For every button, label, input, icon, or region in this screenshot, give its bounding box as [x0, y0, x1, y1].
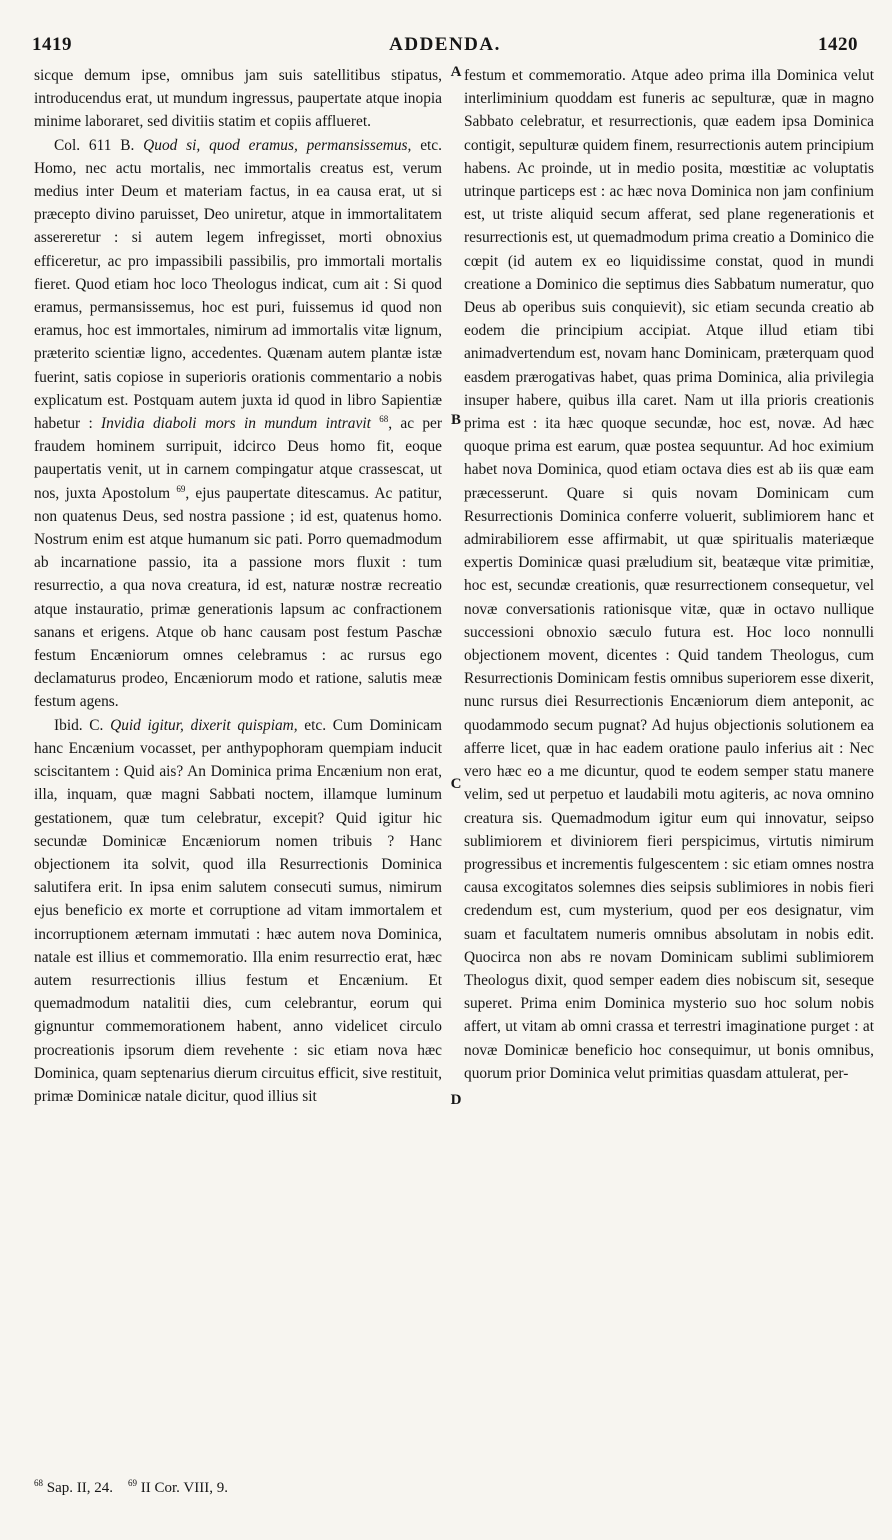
right-paragraph-1: festum et commemoratio. Atque adeo prima illa Dominica velut interliminium quoddam est funeris ac sepulturæ, quæ in magno Sabbato celebratur, et resurrectionis, quæ eadem ipsa Dominica contigit, sepulturæ quidem finem, resurrectionis autem principium habens. Ac proinde, ut in medio posita, mœstitiæ ac voluptatis utrinque particeps est : ac hæc nova Dominica non jam confinium est, ut triste aliquid secum afferat, sed plane regenerationis et resurrectionis est, ut quemadmodum prima creatio a Dominico die cœpit (id autem ex eo liquidissime constat, quod in mundi creatione a Dominico die septimus dies Sabbatum numeratur, quo Deus ab operibus suis conquievit), sic etiam secunda creatio ab eodem die principium accipiat. Atque illud etiam tibi animadvertendum est, novam hanc Dominicam, præterquam quod easdem prærogativas habet, quas prima Dominica, alia privilegia insuper habere, quibus illa caret. Nam ut illa prioris creationis prima est : ita hæc quoque secundæ, hoc est, novæ. Ad hæc quoque prima est earum, quæ postea sequuntur. Ad hoc eximium habet nova Dominica, quod etiam octava dies est ab iis quæ eam præcesserunt. Quare si quis novam Dominicam cum Resurrectionis Dominica conferre voluerit, sublimiorem hanc et admirabiliorem esse affirmabit, ut quæ spiritualis materiæque expertis Dominicæ quasi præludium sit, beatæque vitæ primitiæ, hoc est, secundæ creationis, quæ resurrectionem consequetur, vel novæ conversationis rationisque vitæ, quæ in octavo nullique successioni obnoxio sæculo futura est. Hoc loco nonnulli objectionem movent, dicentes : Quid tandem Theologus, cum Resurrectionis Dominicam festis omnibus superiorem esse dixerit, nunc rursus diei Resurrectionis Encæniorum diem anteponit, ac quodammodo secum pugnat? Ad hujus objectionis solutionem ea afferre licet, quæ in hac eadem oratione paulo inferius ait : Nec vero hæc eo a me dicuntur, quod te eodem semper statu manere velim, sed ut perpetuo et laudabili motu agiteris, ac nova omnino creatura sis. Quemadmodum igitur eum qui innovatur, seipso sublimiorem et diviniorem fieri perspicimus, virtutis nimirum progressibus et incrementis fulgescentem : sic etiam omnes nostra causa excogitatos solemnes dies seipsis sublimiores in nobis fieri credendum est, cum mysterium, quod per eos designatur, vim suam et facultatem numeris omnibus absolutam in nobis edit. Quocirca non abs re novam Dominicam sublimi sublimiorem Theologus dixit, quod semper eadem dies nobiscum sit, seseque superet. Prima enim Dominica mysterio suo hoc solum nobis affert, ut vitam ab omni crassa et terrestri imaginatione purget : at novæ Dominicæ beneficio hoc consequimur, ut bonis omnibus, quorum prior Dominica velut primitias quasdam attulerat, per- — [464, 67, 874, 1082]
running-title: ADDENDA. — [389, 34, 501, 55]
margin-marker-a: A — [450, 64, 462, 80]
margin-marker-b: B — [450, 412, 461, 428]
footnote-mark-68[interactable]: 68 — [379, 413, 389, 424]
page-number-right: 1420 — [818, 34, 858, 55]
scripture-quote: Invidia diaboli mors in mundum intravit — [101, 415, 371, 433]
commentary-text-2: , ac per fraudem hominem surripuit, idcirco Deus homo fit, eoque paupertatis venit, ut in carnem compingatur atque crassescat, ut nos, juxta Apostolum — [34, 415, 442, 502]
commentary-text-3: , ejus paupertate ditescamus. Ac patitur, non quatenus Deus, sed nostra passione ; id est, quatenus homo. Nostrum enim est atque humanum sic pati. Porro quemadmodum ab incarnatione passio, ita a passione mors fluxit : tum resurrectio, a qua nova creatura, id est, naturæ nostræ recreatio atque instauratio, primæ generationis lapsum ac confractionem sanans et erigens. Atque ob hanc causam post festum Paschæ festum Encæniorum omnes celebramus : ac rursus ego declamaturus prodeo, Encæniorum modo et ratione, salutis meæ festum agens. — [34, 484, 442, 711]
footnote-mark-69[interactable]: 69 — [176, 483, 186, 494]
reference-ibid-c: Ibid. C. — [54, 716, 104, 734]
page-number-left: 1419 — [32, 34, 72, 55]
margin-marker-d: D — [450, 1092, 462, 1108]
footnote-68-mark: 68 — [34, 1478, 43, 1488]
footnote-69-text: II Cor. VIII, 9. — [140, 1480, 228, 1496]
left-paragraph-3 — [34, 714, 442, 1108]
lemma-quote-2: Quid igitur, dixerit quispiam, — [110, 716, 298, 734]
reference-col-611: Col. 611 B. — [54, 136, 135, 154]
left-paragraph-1: sicque demum ipse, omnibus jam suis satellitibus stipatus, introducendus erat, ut mundum ingressus, paupertate atque inopia minime laboraret, sed divitiis statim et copiis afflueret. — [34, 67, 442, 131]
right-column — [464, 64, 874, 1085]
running-header — [32, 34, 858, 60]
footnotes — [34, 1478, 434, 1498]
left-paragraph-2 — [34, 134, 442, 714]
footnote-68-text: Sap. II, 24. — [46, 1480, 113, 1496]
footnote-69-mark: 69 — [128, 1478, 137, 1488]
commentary-text-4: etc. Cum Dominicam hanc Encænium vocasset, per anthypophoram quempiam inducit sciscitantem : Quid ais? An Dominica prima Encænium non erat, illa, inquam, quæ magni Sabbati noctem, illamque luminum gestationem, quæ tum celebratur, excepit? Quid igitur hic secundæ Dominicæ Encæniorum nomen tribuis ? Hanc objectionem ita solvit, quod illa Resurrectionis Dominica salutifera erit. In ipsa enim salutem consecuti sumus, nimirum ejus beneficio ex morte et corruptione ad vitam immortalem et incorruptionem æternam immutati : hæc autem nova Dominica, natale est illius et commemoratio. Illa enim resurrectio erat, hæc autem resurrectionis illius festum et Encænium. Et quemadmodum natalitii dies, cum celebrantur, eorum qui gignuntur commemorationem habent, anno videlicet circulo procreationis ipsorum diem revehente : sic etiam nova hæc Dominica, quam septenarius dierum circuitus efficit, sive restituit, primæ Dominicæ natale dicitur, quod illius sit — [34, 716, 442, 1105]
lemma-quote: Quod si, quod eramus, permansissemus, — [143, 136, 412, 154]
commentary-text: etc. Homo, nec actu mortalis, nec immortalis creatus est, verum medius inter Deum et materiam factus, in ea causa erat, ut si præcepto divino paruisset, Deo uniretur, atque in immortalitatem assereretur : si autem legem infregisset, morti obnoxius efficeretur, ac pro impassibili passibilis, pro immortali mortalis fieret. Quod etiam hoc loco Theologus indicat, cum ait : Si quod eramus, permansissemus, hoc est puri, fuissemus id quod non eramus, hoc est immortales, nimirum ad immortalis vitæ lignum, præterito scientiæ ligno, accedentes. Quænam autem plantæ istæ fuerint, satis copiose in superioris orationis commentario a nobis explicatum est. Postquam autem juxta id quod in libro Sapientiæ habetur : — [34, 136, 442, 433]
margin-marker-c: C — [450, 776, 462, 792]
left-column — [34, 64, 442, 1108]
